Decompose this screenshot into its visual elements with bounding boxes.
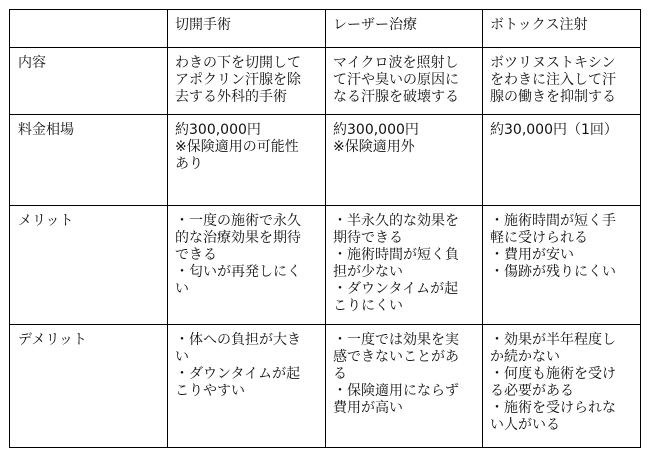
cell-price-laser: 約300,000円 ※保険適用外 [333, 122, 419, 155]
table-cell [326, 48, 483, 115]
table-cell [168, 48, 326, 115]
table-cell [326, 325, 483, 448]
row-label-cell [10, 115, 168, 206]
cell-content-laser: マイクロ波を照射し て汗や臭いの原因に なる汗腺を破壊する [333, 55, 459, 105]
table-cell [483, 206, 641, 325]
table-row-merit [10, 206, 641, 325]
header-cell-botox [483, 10, 641, 48]
table-cell [168, 206, 326, 325]
header-surgery-text: 切開手術 [175, 17, 231, 33]
header-botox-text: ボトックス注射 [490, 17, 588, 33]
header-cell-laser [326, 10, 483, 48]
table-cell [483, 115, 641, 206]
cell-demerit-botox: ・効果が半年程度し か続かない ・何度も施術を受け る必要がある ・施術を受けられな い人がいる [490, 332, 616, 433]
header-corner-cell [10, 10, 168, 48]
table-cell [168, 325, 326, 448]
table-cell [168, 115, 326, 206]
cell-demerit-surgery: ・体への負担が大き い ・ダウンタイムが起 こりやすい [175, 332, 301, 399]
table-row-content [10, 48, 641, 115]
row-label-merit: メリット [18, 213, 74, 229]
cell-price-surgery: 約300,000円 ※保険適用の可能性 あり [175, 122, 299, 172]
comparison-table-container [9, 9, 641, 448]
header-row [10, 10, 641, 48]
row-label-price: 料金相場 [18, 122, 74, 138]
table-cell [483, 325, 641, 448]
cell-content-botox: ボツリヌストキシン をわきに注入して汗 腺の働きを抑制する [490, 55, 616, 105]
row-label-cell [10, 325, 168, 448]
row-label-content: 内容 [18, 55, 46, 71]
cell-content-surgery: わきの下を切開して アポクリン汗腺を除 去する外科的手術 [175, 55, 301, 105]
table-cell [326, 206, 483, 325]
row-label-cell [10, 206, 168, 325]
table-cell [483, 48, 641, 115]
treatment-comparison-table [9, 9, 641, 448]
header-laser-text: レーザー治療 [333, 17, 417, 33]
row-label-cell [10, 48, 168, 115]
table-cell [326, 115, 483, 206]
table-row-demerit [10, 325, 641, 448]
header-cell-surgery [168, 10, 326, 48]
table-row-price [10, 115, 641, 206]
cell-merit-laser: ・半永久的な効果を 期待できる ・施術時間が短く負 担が少ない ・ダウンタイムが起 こりにくい [333, 213, 459, 314]
row-label-demerit: デメリット [18, 332, 87, 348]
cell-demerit-laser: ・一度では効果を実 感できないことがあ る ・保険適用にならず 費用が高い [333, 332, 459, 416]
cell-price-botox: 約30,000円（1回） [490, 122, 618, 138]
cell-merit-surgery: ・一度の施術で永久 的な治療効果を期待 できる ・匂いが再発しにく い [175, 213, 301, 297]
cell-merit-botox: ・施術時間が短く手 軽に受けられる ・費用が安い ・傷跡が残りにくい [490, 213, 616, 280]
